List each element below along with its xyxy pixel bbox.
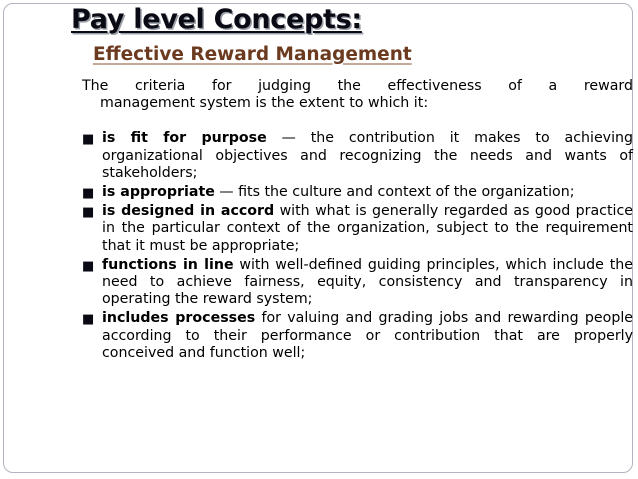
intro-continuation: management system is the extent to which it: [100, 95, 429, 112]
criterion-text: — the contribution it makes to achieving organizational objectives and recognizing the needs and wants of stakeholders; [102, 130, 634, 181]
slide-body [82, 78, 633, 364]
slide-title: Pay level Concepts: [71, 4, 362, 35]
list-item [82, 257, 633, 309]
criterion-lead: includes processes [102, 310, 256, 327]
criterion-lead: functions in line [102, 256, 234, 273]
criterion-text: with well-defined guiding principles, which include the need to achieve fairness, equity, consistency and transparency in operating the reward system; [102, 256, 633, 308]
criterion-text: with what is generally regarded as good practice in the particular context of the organization, subject to the requirement that it must be appropriate; [102, 203, 633, 254]
square-bullet-icon: ■ [82, 205, 95, 221]
criterion-text: — fits the culture and context of the organization; [214, 184, 575, 201]
square-bullet-icon: ■ [82, 312, 95, 328]
square-bullet-icon: ■ [82, 186, 95, 202]
slide-subtitle: Effective Reward Management [93, 44, 412, 65]
criterion-lead: is designed in accord [102, 203, 275, 220]
criterion-lead: is appropriate [102, 184, 215, 201]
criterion-text: for valuing and grading jobs and rewarding people according to their performance or contribution that are properly conceived and function well; [102, 310, 633, 361]
criterion-lead: is fit for purpose [102, 130, 267, 147]
intro-first-line: The criteria for judging the effectiveness of a reward [82, 78, 633, 94]
list-item [82, 310, 633, 362]
list-item [82, 130, 633, 182]
list-item [82, 203, 633, 255]
criteria-list [82, 130, 633, 362]
square-bullet-icon: ■ [82, 132, 95, 148]
square-bullet-icon: ■ [82, 258, 95, 274]
list-item [82, 184, 633, 201]
